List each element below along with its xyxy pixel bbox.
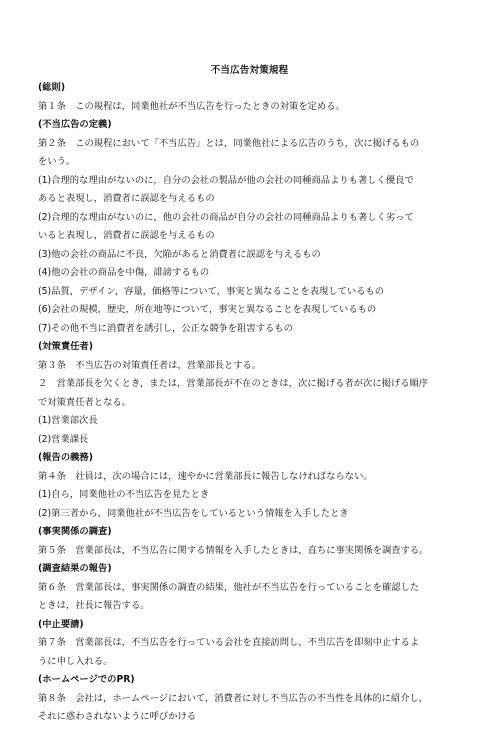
body-text-line: あると表現し，消費者に誤認を与えるもの <box>38 193 215 204</box>
body-text-line: 第５条 営業部長は，不当広告に関する情報を入手したときは，直ちに事実関係を調査する。 <box>38 544 429 556</box>
body-text-line: 第３条 不当広告の対策責任者は，営業部長とする。 <box>38 359 262 371</box>
body-text-line: (4)他の会社の商品を中傷，誹謗するもの <box>38 267 210 278</box>
section-heading: (ホームページでのPR) <box>38 674 135 685</box>
body-text-line: (2)合理的な理由がないのに，他の会社の商品が自分の会社の同種商品よりも著しく劣って <box>38 211 414 223</box>
body-text-line: 第４条 社員は，次の場合には，速やかに営業部長に報告しなければならない。 <box>38 470 373 482</box>
body-text-line: 第６条 営業部長は，事実関係の調査の結果，他社が不当広告を行っていることを確認した <box>38 581 420 593</box>
section-heading: (対策責任者) <box>38 341 93 352</box>
section-heading: (報告の義務) <box>38 452 93 463</box>
body-text-line: (1)合理的な理由がないのに，自分の会社の製品が他の会社の同種商品よりも著しく優良で <box>38 174 414 186</box>
body-text-line: 第２条 この規程において「不当広告」とは，同業他社による広告のうち，次に掲げるもの <box>38 137 420 149</box>
document-title: 不当広告対策規程 <box>210 65 289 76</box>
body-text-line: (7)その他不当に消費者を誘引し，公正な競争を阻害するもの <box>38 322 293 334</box>
body-text-line: (1)自ら，同業他社の不当広告を見たとき <box>38 489 210 500</box>
section-heading: (事実関係の調査) <box>38 526 112 537</box>
body-text-line: (3)他の会社の商品に不良，欠陥があると消費者に誤認を与えるもの <box>38 248 321 260</box>
body-text-line: 第７条 営業部長は，不当広告を行っている会社を直接訪問し，不当広告を即刻中止するよ <box>38 637 420 648</box>
body-text-line: うに申し入れる。 <box>38 655 113 667</box>
body-text-line: それに惑わされないように呼びかける <box>38 711 197 722</box>
body-text-line: で対策責任者となる。 <box>38 396 131 408</box>
section-heading: (総則) <box>38 82 66 93</box>
body-text-line: 第８条 会社は，ホームページにおいて，消費者に対し不当広告の不当性を具体的に紹介し， <box>38 692 429 704</box>
body-text-line: ときは，社長に報告する。 <box>38 600 150 611</box>
body-text-line: (5)品質，デザイン，容量，価格等について，事実と異なることを表現しているもの <box>38 285 385 297</box>
body-text-line: いると表現し，消費者に誤認を与えるもの <box>38 230 215 241</box>
body-text-line: ２ 営業部長を欠くとき，または，営業部長が不在のときは，次に掲げる者が次に掲げる順序 <box>38 378 429 389</box>
body-text-line: (2)営業課長 <box>38 433 89 445</box>
body-text-line: (1)営業部次長 <box>38 415 98 426</box>
section-heading: (中止要請) <box>38 618 84 630</box>
body-text-line: 第１条 この規程は，同業他社が不当広告を行ったときの対策を定める。 <box>38 100 345 112</box>
body-text-line: (6)会社の規模，歴史，所在地等について，事実と異なることを表現しているもの <box>38 304 377 315</box>
document-body <box>38 79 458 727</box>
section-heading: (調査結果の報告) <box>38 563 112 574</box>
section-heading: (不当広告の定義) <box>38 119 112 130</box>
body-text-line: をいう。 <box>38 156 76 167</box>
body-text-line: (2)第三者から，同業他社が不当広告をしているという情報を入手したとき <box>38 507 349 519</box>
